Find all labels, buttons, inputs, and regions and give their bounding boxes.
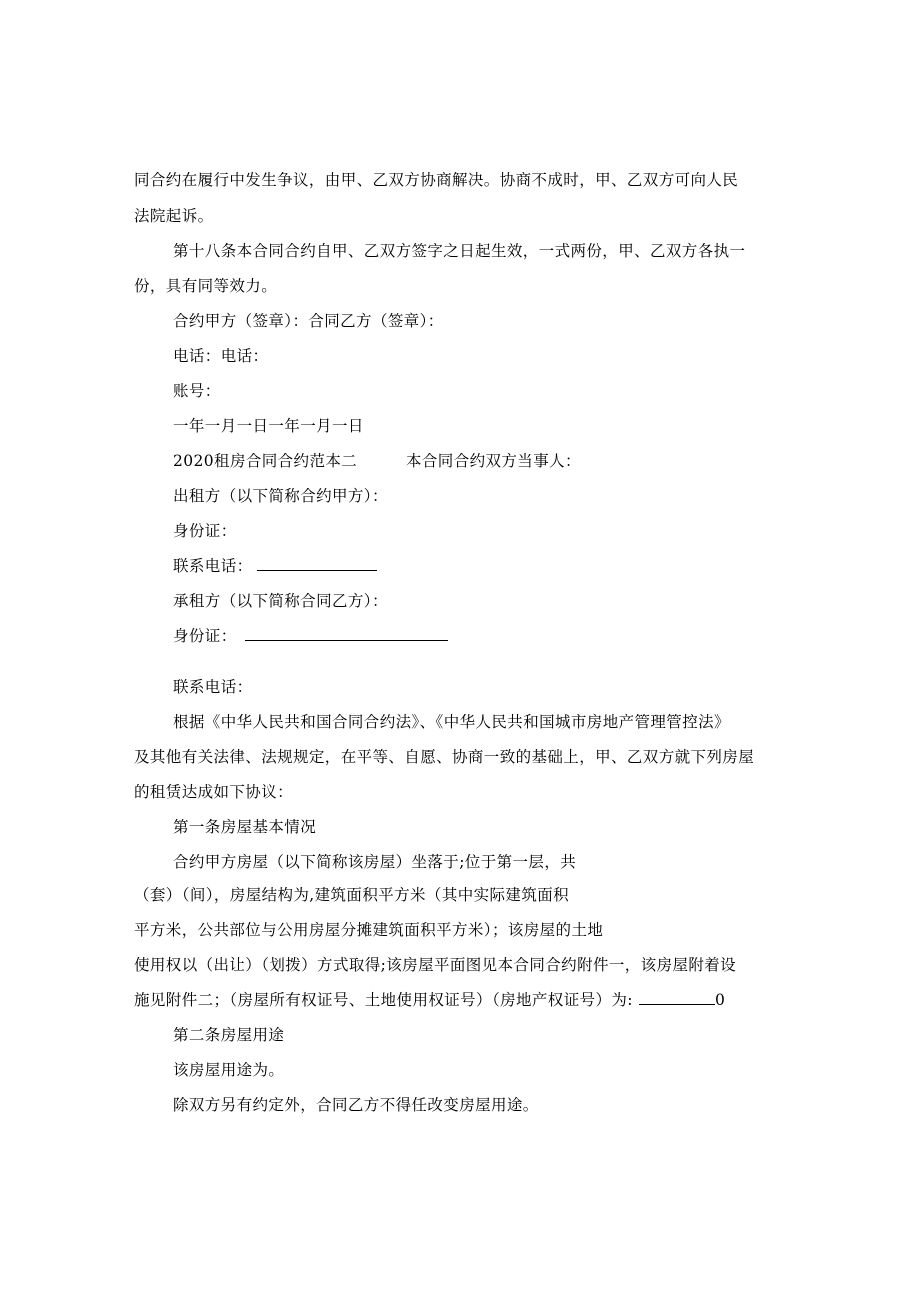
certificate-line [134, 990, 725, 1010]
field-label: 身份证： [173, 627, 237, 645]
field-label: 施见附件二；（房屋所有权证号、土地使用权证号）（房地产权证号）为: [134, 991, 633, 1009]
phone-line: 电话：电话： [173, 347, 269, 365]
trailing-text: 0 [714, 991, 726, 1009]
text-line: 的租赁达成如下协议： [134, 783, 294, 801]
text-line: 第十八条本合同合约自甲、乙双方签字之日起生效，一式两份，甲、乙双方各执一 [173, 242, 746, 260]
blank-underline [257, 556, 377, 571]
text-line: 除双方另有约定外，合同乙方不得任改变房屋用途。 [173, 1096, 539, 1114]
lessor-line: 出租方（以下简称合约甲方）： [173, 487, 388, 505]
field-label: 联系电话： [173, 557, 253, 575]
article-title: 第一条房屋基本情况 [173, 818, 317, 836]
section-title: 2020租房合同合约范本二 [173, 452, 358, 470]
text-line: 合约甲方房屋（以下简称该房屋）坐落于;位于第一层，共 [173, 853, 577, 871]
blank-underline [639, 990, 715, 1005]
text-line: 同合约在履行中发生争议，由甲、乙双方协商解决。协商不成时，甲、乙双方可向人民 [134, 171, 739, 189]
phone-line: 联系电话： [173, 678, 253, 696]
text-line: 本合同合约双方当事人： [406, 452, 581, 470]
text-line: 及其他有关法律、法规规定，在平等、自愿、协商一致的基础上，甲、乙双方就下列房屋 [134, 748, 755, 766]
text-line: 根据《中华人民共和国合同合约法》、《中华人民共和国城市房地产管理管控法》 [173, 713, 730, 731]
date-line: 一年一月一日一年一月一日 [173, 417, 364, 435]
lessee-line: 承租方（以下简称合同乙方）： [173, 592, 388, 610]
account-line: 账号： [173, 382, 221, 400]
blank-underline [245, 626, 448, 641]
id-field [173, 626, 448, 646]
text-line: 法院起诉。 [134, 207, 214, 225]
article-title: 第二条房屋用途 [173, 1026, 285, 1044]
text-line: 使用权以（出让）（划拨）方式取得;该房屋平面图见本合同合约附件一，该房屋附着设 [134, 956, 737, 974]
phone-field [173, 556, 377, 576]
id-line: 身份证： [173, 522, 237, 540]
text-line: （套）（间），房屋结构为,建筑面积平方米（其中实际建筑面积 [134, 886, 570, 904]
signature-line: 合约甲方（签章）：合同乙方（签章）： [173, 312, 444, 330]
text-line: 份，具有同等效力。 [134, 277, 278, 295]
text-line: 该房屋用途为。 [173, 1061, 285, 1079]
text-line: 平方米，公共部位与公用房屋分摊建筑面积平方米）；该房屋的土地 [134, 921, 604, 939]
